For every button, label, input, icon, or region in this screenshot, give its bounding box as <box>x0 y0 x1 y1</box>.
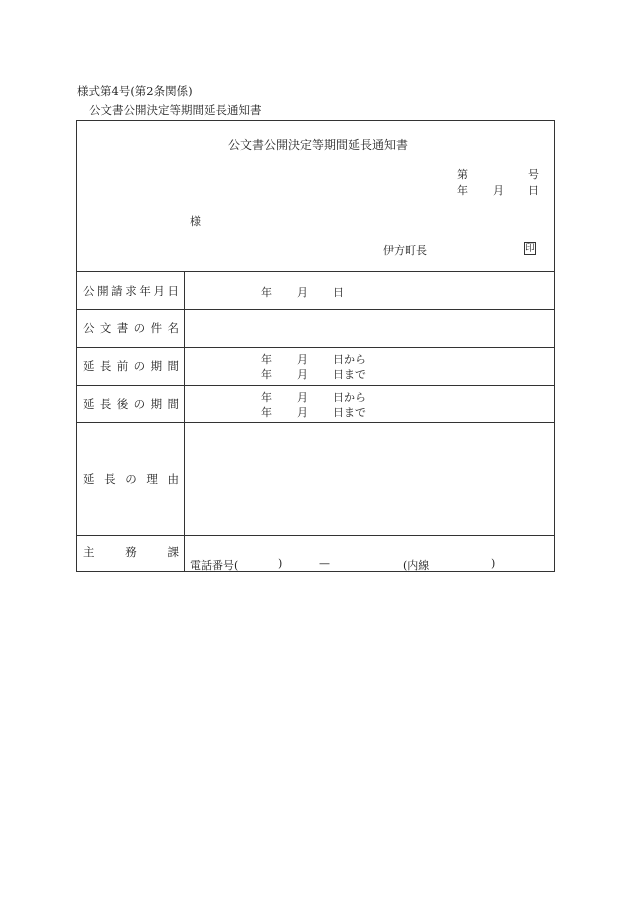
divider <box>77 422 554 423</box>
label-char: 主 <box>83 545 95 559</box>
label-char: 開 <box>97 284 109 298</box>
label-char: 間 <box>167 397 179 411</box>
divider <box>77 535 554 536</box>
form-number-label: 様式第4号(第2条関係) <box>77 84 193 98</box>
after-end-month: 月 <box>297 406 308 419</box>
label-char: 日 <box>167 284 179 298</box>
divider <box>77 347 554 348</box>
form-subtitle: 公文書公開決定等期間延長通知書 <box>89 103 262 117</box>
label-char: 月 <box>153 284 165 298</box>
label-char: の <box>125 472 137 486</box>
phone-close: ) <box>278 557 283 570</box>
extension-label: (内線 <box>403 559 430 572</box>
label-period-before <box>83 359 179 373</box>
number-dai: 第 <box>457 168 468 181</box>
phone-dash: — <box>319 557 330 570</box>
label-request-date <box>83 284 179 298</box>
notice-date-day: 日 <box>528 184 539 197</box>
label-char: 年 <box>139 284 151 298</box>
after-start-month: 月 <box>297 391 308 404</box>
label-char: 期 <box>150 397 163 411</box>
label-document-name <box>83 321 179 335</box>
label-char: 前 <box>116 359 129 373</box>
label-char: 後 <box>116 397 129 411</box>
after-end-year: 年 <box>261 406 272 419</box>
notice-date-month: 月 <box>493 184 504 197</box>
request-date-year: 年 <box>261 286 272 299</box>
label-char: 延 <box>83 359 95 373</box>
label-char: 長 <box>99 359 112 373</box>
before-start-month: 月 <box>297 353 308 366</box>
before-end-day: 日まで <box>333 368 366 381</box>
label-char: の <box>133 321 146 335</box>
request-date-month: 月 <box>297 286 308 299</box>
label-char: 書 <box>116 321 129 335</box>
number-go: 号 <box>528 168 539 181</box>
label-period-after <box>83 397 179 411</box>
label-char: 長 <box>99 397 112 411</box>
label-char: 公 <box>83 284 95 298</box>
label-department <box>83 545 179 559</box>
label-char: 公 <box>83 321 95 335</box>
label-char: 課 <box>167 545 179 559</box>
label-char: 務 <box>125 545 137 559</box>
sender-name: 伊方町長 <box>383 244 427 257</box>
after-start-year: 年 <box>261 391 272 404</box>
label-char: 由 <box>167 472 179 486</box>
notice-form <box>76 120 555 572</box>
notice-date-year: 年 <box>457 184 468 197</box>
before-end-month: 月 <box>297 368 308 381</box>
label-char: 請 <box>111 284 123 298</box>
label-char: 文 <box>99 321 112 335</box>
label-char: 求 <box>125 284 137 298</box>
label-char: 理 <box>146 472 158 486</box>
label-char: の <box>133 397 146 411</box>
label-char: 件 <box>150 321 163 335</box>
label-char: 長 <box>104 472 116 486</box>
seal-mark: 印 <box>525 243 535 254</box>
after-start-day: 日から <box>333 391 366 404</box>
label-char: の <box>133 359 146 373</box>
request-date-day: 日 <box>333 286 344 299</box>
divider <box>77 385 554 386</box>
phone-label: 電話番号( <box>190 559 239 572</box>
divider <box>77 271 554 272</box>
label-char: 延 <box>83 472 95 486</box>
label-char: 名 <box>167 321 179 335</box>
extension-close: ) <box>491 557 496 570</box>
column-divider <box>184 272 185 572</box>
divider <box>77 309 554 310</box>
before-start-year: 年 <box>261 353 272 366</box>
label-char: 延 <box>83 397 95 411</box>
label-reason <box>83 472 179 486</box>
label-char: 間 <box>167 359 179 373</box>
addressee-suffix: 様 <box>190 215 201 228</box>
before-start-day: 日から <box>333 353 366 366</box>
after-end-day: 日まで <box>333 406 366 419</box>
notice-title: 公文書公開決定等期間延長通知書 <box>228 138 409 152</box>
label-char: 期 <box>150 359 163 373</box>
before-end-year: 年 <box>261 368 272 381</box>
